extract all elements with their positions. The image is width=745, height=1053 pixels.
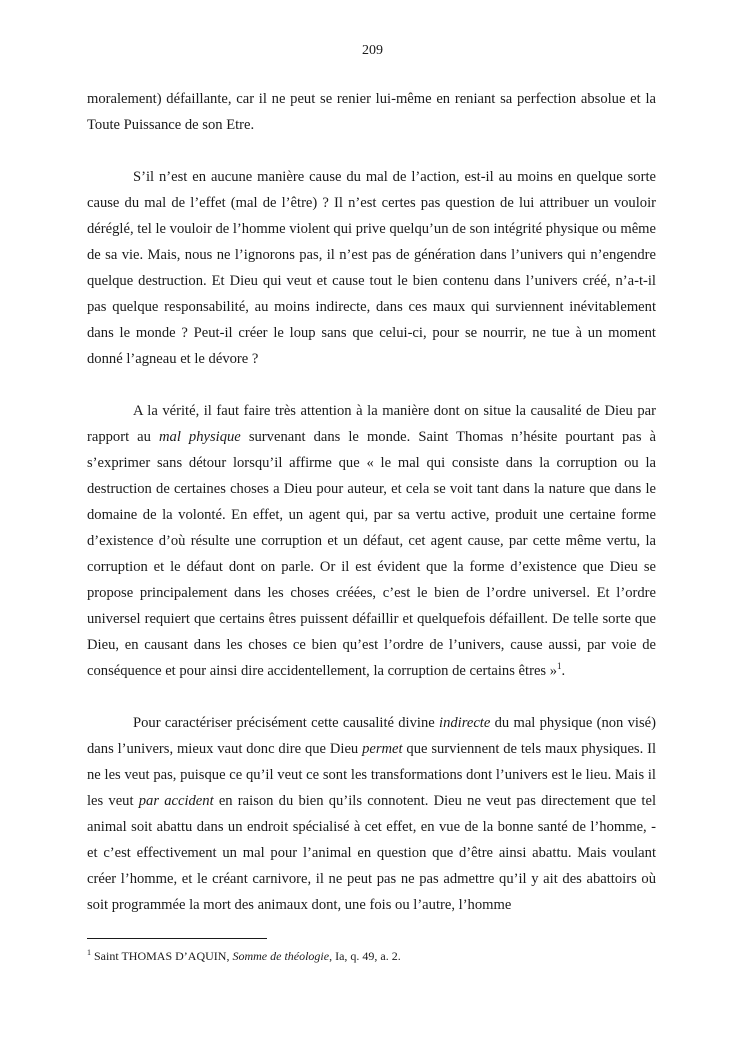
footnote-divider <box>87 938 267 939</box>
paragraph-2 <box>87 164 656 372</box>
paragraph-text: que surviennent de tels maux physiques. Il ne les veut pas, puisque ce qu’il veut ce sont les transformations dont l’univers est le lieu. Mais il les veut <box>87 741 656 809</box>
paragraph-text: survenant dans le monde. Saint Thomas n’hésite pourtant pas à s’exprimer sans détour lorsqu’il affirme que « le mal qui consiste dans la corruption ou la destruction de certaines choses a Dieu pour auteur, et cela se voit tant dans la nature que dans le domaine de la volonté. En effet, un agent qui, par sa vertu active, produit une certaine forme d’existence d’où résulte une corruption et un défaut, cet agent cause, par cette même vertu, la corruption et le défaut dont on parle. Or il est évident que la forme d’existence que Dieu se propose principalement dans les choses créées, c’est le bien de l’ordre universel. Et l’ordre universel requiert que certains êtres puissent défaillir et quelquefois défaillent. De telle sorte que Dieu, en causant dans les choses ce bien qu’est l’ordre de l’univers, cause aussi, par voie de conséquence et pour ainsi dire accidentellement, la corruption de certains êtres » <box>87 429 657 679</box>
paragraph-text: en raison du bien qu’ils connotent. Dieu ne veut pas directement que tel animal soit abattu dans un endroit spécialisé à cet effet, en vue de la bonne santé de l’homme, - et c’est effectivement un mal pour l’animal en question que d’être ainsi abattu. Mais voulant créer l’homme, et le créant carnivore, il ne peut pas ne pas admettre qu’il y ait des abattoirs où soit programmée la mort des animaux dont, une fois ou l’autre, l’homme <box>87 793 656 913</box>
paragraph-text: du mal physique (non visé) dans l’univers, mieux vaut donc dire que Dieu <box>87 715 656 757</box>
footnote-author: Saint THOMAS D’AQUIN, <box>94 949 233 963</box>
paragraph-text: . <box>561 663 566 679</box>
footnote <box>87 948 656 964</box>
italic-text: par accident <box>138 793 214 809</box>
paragraph-text: S’il n’est en aucune manière cause du mal de l’action, est-il au moins en quelque sorte cause du mal de l’effet (mal de l’être) ? Il n’est certes pas question de lui attribuer un vouloir déréglé, tel le vouloir de l’homme violent qui prive quelqu’un de son intégrité physique ou même de sa vie. Mais, nous ne l’ignorons pas, il n’est pas de génération dans l’univers qui n’engendre quelque destruction. Et Dieu qui veut et cause tout le bien contenu dans l’univers créé, n’a-t-il pas quelque responsabilité, au moins indirecte, dans ces maux qui surviennent inévitablement dans le monde ? Peut-il créer le loup sans que celui-ci, pour se nourrir, ne tue à un moment donné l’agneau et le dévore ? <box>87 169 657 367</box>
paragraph-1 <box>87 86 656 138</box>
footnote-marker: 1 <box>87 948 91 957</box>
footnote-title: Somme de théologie <box>232 949 330 963</box>
paragraph-4 <box>87 710 656 918</box>
paragraph-text: A la vérité, il faut faire très attention à la manière dont on situe la causalité de Dieu par rapport au <box>87 403 656 445</box>
footnote-reference: 1 <box>557 661 562 671</box>
body-text <box>87 86 656 918</box>
page-number: 209 <box>362 43 383 58</box>
italic-text: mal physique <box>158 429 241 445</box>
italic-text: indirecte <box>439 715 491 731</box>
italic-text: permet <box>362 741 403 757</box>
paragraph-3 <box>87 398 656 684</box>
paragraph-text: moralement) défaillante, car il ne peut se renier lui-même en reniant sa perfection absolue et la Toute Puissance de son Etre. <box>87 91 656 133</box>
footnote-reference-text: , Ia, q. 49, a. 2. <box>329 949 401 963</box>
paragraph-text: Pour caractériser précisément cette causalité divine <box>133 715 440 731</box>
